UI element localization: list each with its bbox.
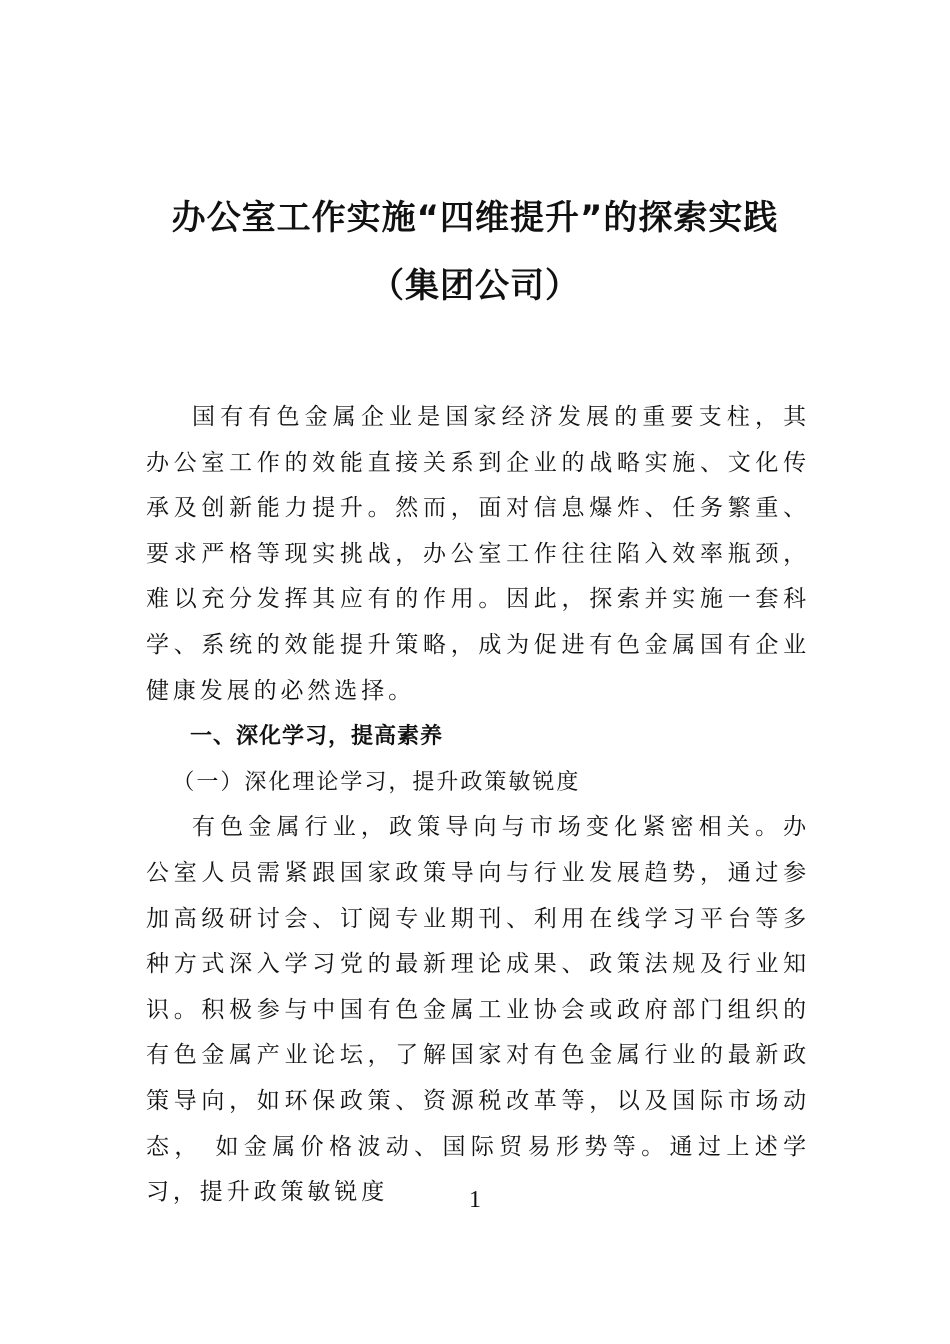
subsection-heading: （一）深化理论学习，提升政策敏锐度 — [172, 769, 581, 795]
document-subtitle: （集团公司） — [370, 266, 580, 306]
intro-paragraph: 国有有色金属企业是国家经济发展的重要支柱，其办公室工作的效能直接关系到企业的战略实施、文化传承及创新能力提升。然而，面对信息爆炸、任务繁重、要求严格等现实挑战，办公室工作往往陷入效率瓶颈，难以充分发挥其应有的作用。因此，探索并实施一套科学、系统的效能提升策略，成为促进有色金属国有企业健康发展的必然选择。 — [146, 404, 810, 704]
section-heading: 一、深化学习，提高素养 — [190, 724, 444, 750]
document-title: 办公室工作实施“四维提升”的探索实践 — [171, 198, 779, 238]
subsection-paragraph: 有色金属行业，政策导向与市场变化紧密相关。办公室人员需紧跟国家政策导向与行业发展趋势，通过参加高级研讨会、订阅专业期刊、利用在线学习平台等多种方式深入学习党的最新理论成果、政策法规及行业知识。积极参与中国有色金属工业协会或政府部门组织的有色金属产业论坛，了解国家对有色金属行业的最新政策导向，如环保政策、资源税改革等，以及国际市场动态， 如金属价格波动、国际贸易形势等。通过上述学习，提升政策敏锐度 — [146, 814, 810, 1206]
page-number: 1 — [469, 1187, 481, 1213]
document-body — [146, 395, 810, 1216]
